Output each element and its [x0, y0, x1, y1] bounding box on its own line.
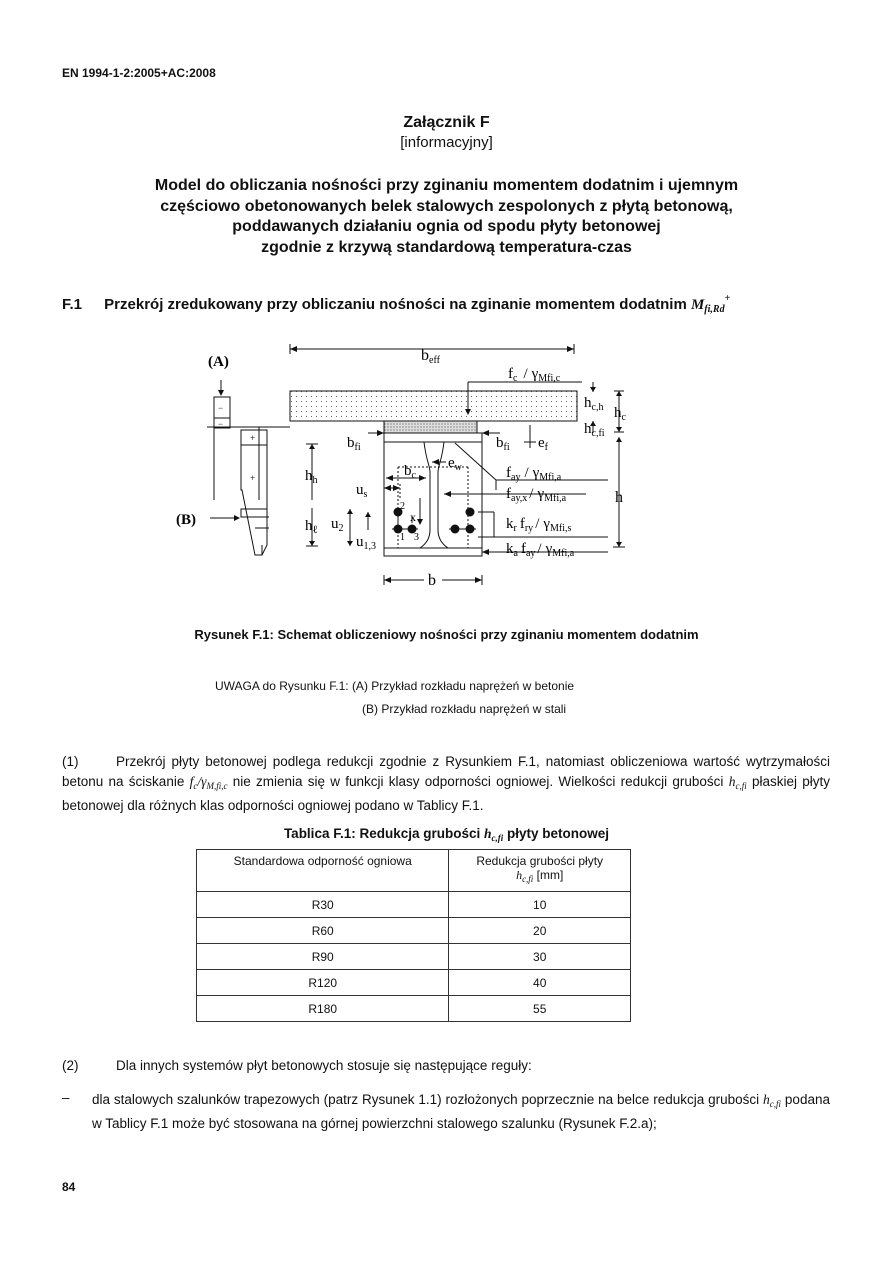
section-title: Przekrój zredukowany przy obliczaniu nośności na zginanie momentem dodatnim — [104, 296, 687, 313]
symbol-fc: $f_c/\gamma_{M,fi,c}$ — [189, 774, 228, 791]
table-row: R90 30 — [197, 944, 631, 970]
sign-plus: + — [250, 473, 256, 483]
rebar-num: 1 — [400, 532, 405, 543]
bottom-flange — [384, 548, 482, 556]
table-row: R180 55 — [197, 996, 631, 1022]
paragraph-number: (2) — [62, 1058, 79, 1073]
rebar — [466, 508, 475, 517]
main-title-line: częściowo obetonowanych belek stalowych zespolonych z płytą betonową, — [160, 197, 733, 215]
label-fc: $f_c / \gamma_{Mfi,c}$ — [508, 366, 561, 384]
reduction-table — [196, 849, 631, 1022]
label-b: (B) — [176, 512, 196, 528]
label-hcfi: $h_{c,fi}$ — [584, 421, 605, 439]
document-header: EN 1994-1-2:2005+AC:2008 — [62, 66, 216, 80]
label-u2: $u_2$ — [331, 516, 344, 534]
table-caption: Tablica F.1: Redukcja grubości $h_{c,fi}$ płyty betonowej — [283, 826, 610, 843]
label-hh: $h_h$ — [305, 468, 318, 486]
paragraph-number: (1) — [62, 754, 79, 769]
sign-minus: − — [218, 403, 224, 413]
annex-status: [informacyjny] — [400, 134, 493, 151]
concrete-slab — [290, 391, 577, 421]
symbol-hcfi: $h_{c,fi}$ — [728, 774, 747, 791]
label-a: (A) — [208, 354, 229, 370]
main-title-line: poddawanych działaniu ognia od spodu płyty betonowej — [232, 218, 661, 235]
label-ef: $e_f$ — [538, 435, 549, 453]
bullet-dash: – — [62, 1090, 70, 1105]
note-line-1: UWAGA do Rysunku F.1: (A) Przykład rozkładu naprężeń w betonie — [215, 679, 575, 693]
figure-caption: Rysunek F.1: Schemat obliczeniowy nośności przy zginaniu momentem dodatnim — [194, 627, 699, 642]
sign-plus: + — [250, 433, 256, 443]
page-number: 84 — [62, 1180, 76, 1194]
label-us: $u_s$ — [356, 482, 368, 500]
label-bfi-right: $b_{fi}$ — [496, 435, 510, 453]
label-h: h — [615, 489, 623, 506]
paragraph-2: (2) Dla innych systemów płyt betonowych stosuje się następujące reguły: — [62, 1056, 830, 1076]
top-flange — [384, 433, 482, 442]
table-header: Standardowa odporność ogniowa — [197, 850, 449, 892]
table-row: R30 10 — [197, 892, 631, 918]
bullet-item: dla stalowych szalunków trapezowych (patrz Rysunek 1.1) rozłożonych poprzecznie na belce redukcja grubości $h_{c,fi}$ podana w Tablicy F.1 może być stosowana na górnej powierzchni stalowego szalunku (Rysunek F.2.a); — [92, 1092, 830, 1131]
stress-block-steel — [241, 430, 267, 555]
section-number: F.1 — [62, 296, 83, 313]
table-row: R120 40 — [197, 970, 631, 996]
main-title-line: zgodnie z krzywą standardową temperatura-czas — [261, 238, 632, 256]
paragraph-1: (1) Przekrój płyty betonowej podlega redukcji zgodnie z Rysunkiem F.1, natomiast obliczeniowa wartość wytrzymałości betonu na ściskanie $f_c/\gamma_{M,fi,c}$ nie zmienia się w funkcji klasy odporności ogniowej. Wielkości redukcji grubości $h_{c,fi}$ płaskiej płyty betonowej dla różnych klas odporności ogniowej podano w Tablicy F.1. — [62, 754, 830, 813]
label-ew: $e_w$ — [448, 455, 462, 473]
label-x: x — [410, 510, 416, 524]
table-header: Redukcja grubości płyty $h_{c,fi}$ [mm] — [449, 850, 631, 892]
label-beff: beff — [421, 347, 440, 366]
label-hch: $h_{c,h}$ — [584, 395, 604, 413]
note-line-2: (B) Przykład rozkładu naprężeń w stali — [362, 702, 567, 716]
rebar-num: 3 — [414, 532, 419, 543]
label-u13: $u_{1,3}$ — [356, 534, 376, 552]
main-title-line: Model do obliczania nośności przy zginaniu momentem dodatnim i ujemnym — [154, 177, 739, 194]
table-row: R60 20 — [197, 918, 631, 944]
label-hl: $h_\ell$ — [305, 518, 318, 536]
figure-cross-section — [0, 0, 893, 600]
label-bc: $b_c$ — [404, 463, 416, 481]
slab-reduced-zone — [384, 421, 477, 433]
label-bfi-left: $b_{fi}$ — [347, 435, 361, 453]
sign-minus: − — [218, 419, 224, 429]
section-symbol: $M_{fi,Rd}^+$ — [690, 293, 731, 315]
label-b-width: b — [428, 572, 436, 589]
label-fay: $f_{ay} / \gamma_{Mfi,a}$ — [506, 465, 562, 483]
label-kr: $k_r$ $f_{ry} / \gamma_{Mfi,s}$ — [506, 516, 572, 534]
rebar-num: 2 — [400, 501, 405, 512]
label-ka: $k_a$ $f_{ay} / \gamma_{Mfi,a}$ — [506, 541, 575, 559]
label-hc: $h_c$ — [614, 405, 626, 423]
annex-title: Załącznik F — [403, 114, 490, 131]
label-fayx: $f_{ay,x} / \gamma_{Mfi,a}$ — [506, 486, 567, 504]
